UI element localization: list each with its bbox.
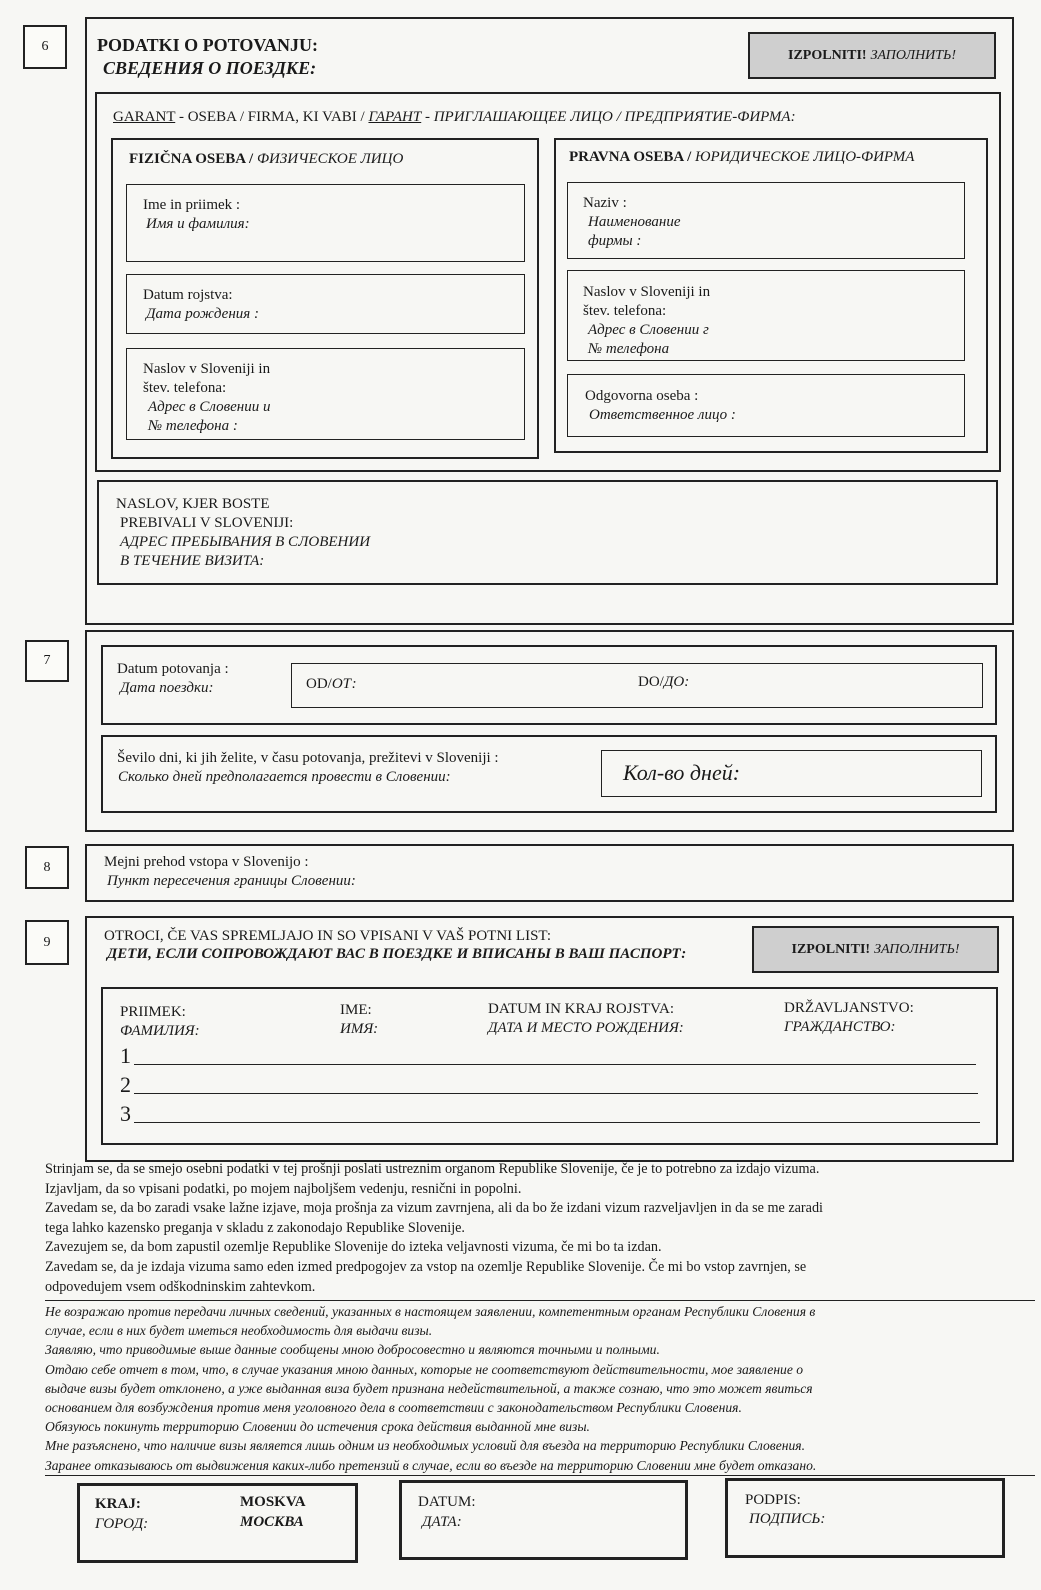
legal-person-heading: [569, 148, 914, 167]
garant-rest-ru: - ПРИГЛАШАЮЩЕЕ ЛИЦО / ПРЕДПРИЯТИЕ-ФИРМА:: [421, 109, 796, 125]
section-6-title: [97, 34, 318, 56]
legal-addr-label-ru-2: № телефона: [588, 341, 670, 357]
legal-heading-ru: ЮРИДИЧЕСКОЕ ЛИЦО-ФИРМА: [695, 149, 915, 165]
section-6-title-ru-text: СВЕДЕНИЯ О ПОЕЗДКЕ:: [103, 58, 317, 78]
declaration-slovenian: [45, 1160, 1035, 1297]
declaration-line: Zavezujem se, da bom zapustil ozemlje Republike Slovenije do izteka veljavnosti vizuma, če mi bo ta izdan.: [45, 1239, 662, 1256]
date-label-ru: ДАТА:: [422, 1514, 462, 1530]
section-number-7: [25, 640, 69, 682]
legal-addr-label-sl-2: štev. telefona:: [583, 303, 667, 319]
garant-sl: GARANT: [113, 109, 176, 125]
declaration-russian: [45, 1302, 1035, 1475]
child-row-line[interactable]: [134, 1064, 976, 1065]
declaration-line: выдаче визы будет отклонено, а уже выданная виза будет признана недействительной, а также сознаю, что это может явиться: [45, 1380, 813, 1396]
legal-resp-label-sl: Odgovorna oseba :: [585, 388, 699, 404]
child-row-number: 2: [120, 1072, 131, 1097]
dates-label-ru: Дата поездки:: [120, 680, 214, 696]
travel-dates-field[interactable]: [291, 663, 983, 708]
children-label-sl: OTROCI, ČE VAS SPREMLJAJO IN SO VPISANI V VAŠ POTNI LIST:: [104, 928, 551, 944]
declaration-line: Обязуюсь покинуть территорию Словении до истечения срока действия выданной мне визы.: [45, 1419, 590, 1435]
fill-badge-6: [748, 32, 996, 79]
fill-badge-ru: ЗАПОЛНИТЬ!: [870, 47, 956, 63]
section-number-8: [25, 846, 69, 889]
declaration-line: Zavedam se, da je izdaja vizuma samo eden izmed predpogojev za vstop na ozemlje Republike Slovenije. Če mi bo vstop zavrnjen, se: [45, 1258, 807, 1275]
section-number-6: [23, 25, 67, 69]
section-number-label: 8: [43, 859, 51, 875]
days-label-sl: Ševilo dni, ki jih želite, v času potovanja, prežitevi v Sloveniji :: [117, 750, 499, 766]
fill-badge-ru: ЗАПОЛНИТЬ!: [874, 941, 960, 957]
section-number-label: 9: [43, 934, 51, 950]
physical-person-heading: [129, 150, 403, 169]
physical-dob-label-ru: Дата рождения :: [146, 306, 259, 322]
child-row-number: 3: [120, 1101, 131, 1126]
fill-badge-sl: IZPOLNITI!: [791, 941, 871, 957]
days-count-value: Кол-во дней:: [623, 760, 741, 785]
city-value-sl: MOSKVA: [240, 1494, 306, 1510]
to-sl: DO/: [638, 674, 664, 690]
declaration-line: Отдаю себе отчет в том, что, в случае указания мною данных, которые не соответствуют действительности, мое заявление о: [45, 1361, 804, 1377]
dates-label-sl: Datum potovanja :: [117, 661, 229, 677]
section-6-title-sl: PODATKI O POTOVANJU:: [97, 35, 319, 55]
section-number-label: 7: [43, 653, 51, 668]
physical-addr-label-sl-2: štev. telefona:: [143, 380, 227, 396]
declaration-line: Мне разъяснено, что наличие визы является лишь одним из необходимых условий для въезда на территорию Республики Словения.: [45, 1438, 805, 1454]
from-ru: ОТ:: [331, 676, 357, 692]
section-6-title-ru: [103, 57, 316, 79]
col-name-sl: IME:: [340, 1002, 372, 1018]
child-row-line[interactable]: [134, 1122, 980, 1123]
physical-name-label-sl: Ime in priimek :: [143, 197, 241, 213]
declaration-line: tega lahko kazensko preganja v skladu z zakonodajo Republike Slovenije.: [45, 1219, 465, 1236]
to-ru: ДО:: [663, 674, 690, 690]
legal-resp-label-ru: Ответственное лицо :: [589, 407, 736, 423]
border-crossing-label-ru: Пункт пересечения границы Словении:: [107, 873, 356, 889]
children-label-ru: ДЕТИ, ЕСЛИ СОПРОВОЖДАЮТ ВАС В ПОЕЗДКЕ И ВПИСАНЫ В ВАШ ПАСПОРТ:: [107, 946, 687, 962]
date-from-label: [306, 675, 357, 694]
divider: [45, 1475, 1035, 1476]
declaration-line: odpovedujem vsem odškodninskim zahtevkom.: [45, 1278, 316, 1295]
garant-heading: [113, 108, 796, 127]
physical-addr-label-ru-1: Адрес в Словении и: [148, 399, 271, 415]
stay-label-ru-2: В ТЕЧЕНИЕ ВИЗИТА:: [120, 553, 265, 569]
city-value-ru: МОСКВА: [240, 1514, 304, 1530]
stay-label-sl-2: PREBIVALI V SLOVENIJI:: [120, 515, 294, 531]
physical-name-label-ru: Имя и фамилия:: [146, 216, 250, 232]
physical-dob-label-sl: Datum rojstva:: [143, 287, 233, 303]
legal-addr-label-ru-1: Адрес в Словении г: [588, 322, 709, 338]
declaration-line: Strinjam se, da se smejo osebni podatki v tej prošnji poslati ustreznim organom Republike Slovenije, če je to potrebno za izdajo vizuma.: [45, 1161, 820, 1177]
col-citizenship-sl: DRŽAVLJANSTVO:: [784, 1000, 914, 1016]
col-surname-ru: ФАМИЛИЯ:: [120, 1023, 200, 1039]
legal-name-label-sl: Naziv :: [583, 195, 627, 211]
child-row-line[interactable]: [134, 1093, 978, 1094]
declaration-line: случае, если в них будет иметься необходимость для выдачи визы.: [45, 1323, 433, 1339]
legal-heading-sl: PRAVNA OSEBA /: [569, 149, 696, 165]
days-label-ru: Сколько дней предполагается провести в Словении:: [118, 769, 451, 785]
col-surname-sl: PRIIMEK:: [120, 1004, 186, 1020]
fill-badge-sl: IZPOLNITI!: [788, 47, 867, 63]
declaration-line: Не возражаю против передачи личных сведений, указанных в настоящем заявлении, компетентным органам Республики Словения в: [45, 1304, 816, 1319]
child-row-number: 1: [120, 1043, 131, 1068]
declaration-line: Zavedam se, da bo zaradi vsake lažne izjave, moja prošnja za vizum zavrnjena, ali da bo že izdani vizum razveljavljen in da se me zaradi: [45, 1200, 823, 1217]
declaration-line: Izjavljam, da so vpisani podatki, po mojem najboljšem vedenju, resnični in popolni.: [45, 1180, 522, 1197]
col-birth-ru: ДАТА И МЕСТО РОЖДЕНИЯ:: [488, 1020, 684, 1036]
stay-label-ru-1: АДРЕС ПРЕБЫВАНИЯ В СЛОВЕНИИ: [120, 534, 371, 550]
section-number-9: [25, 920, 69, 965]
signature-label-sl: PODPIS:: [745, 1492, 801, 1508]
stay-label-sl-1: NASLOV, KJER BOSTE: [116, 496, 270, 512]
col-birth-sl: DATUM IN KRAJ ROJSTVA:: [488, 1001, 674, 1017]
border-crossing-label-sl: Mejni prehod vstopa v Slovenijo :: [104, 854, 309, 870]
signature-label-ru: ПОДПИСЬ:: [749, 1511, 826, 1527]
physical-heading-ru: ФИЗИЧЕСКОЕ ЛИЦО: [256, 151, 404, 167]
col-name-ru: ИМЯ:: [340, 1021, 379, 1037]
from-sl: OD/: [306, 676, 332, 692]
physical-addr-label-ru-2: № телефона :: [148, 418, 238, 434]
garant-mid: - OSEBA / FIRMA, KI VABI /: [175, 109, 369, 125]
col-citizenship-ru: ГРАЖДАНСТВО:: [784, 1019, 896, 1035]
date-to-label: [638, 673, 689, 692]
legal-name-label-ru-1: Наименование: [588, 214, 681, 230]
date-label-sl: DATUM:: [418, 1494, 476, 1510]
city-label-ru: ГОРОД:: [95, 1516, 149, 1532]
section-number-label: 6: [41, 39, 49, 54]
legal-name-label-ru-2: фирмы :: [588, 233, 642, 249]
fill-badge-9: [752, 926, 999, 973]
physical-heading-sl: FIZIČNA OSEBA /: [129, 151, 257, 167]
declaration-line: Заранее отказываюсь от выдвижения каких-либо претензий в случае, если во въезде на территорию Словении мне будет отказано.: [45, 1457, 817, 1473]
declaration-line: основанием для возбуждения против меня уголовного дела в соответствии с законодательством Республики Словения.: [45, 1400, 742, 1416]
physical-addr-label-sl-1: Naslov v Sloveniji in: [143, 361, 271, 377]
garant-ru: ГАРАНТ: [368, 109, 422, 125]
legal-addr-label-sl-1: Naslov v Sloveniji in: [583, 284, 711, 300]
city-label-sl: KRAJ:: [95, 1496, 141, 1512]
divider: [45, 1300, 1035, 1301]
declaration-line: Заявляю, что приводимые выше данные сообщены мною добросовестно и являются точными и полными.: [45, 1342, 660, 1358]
